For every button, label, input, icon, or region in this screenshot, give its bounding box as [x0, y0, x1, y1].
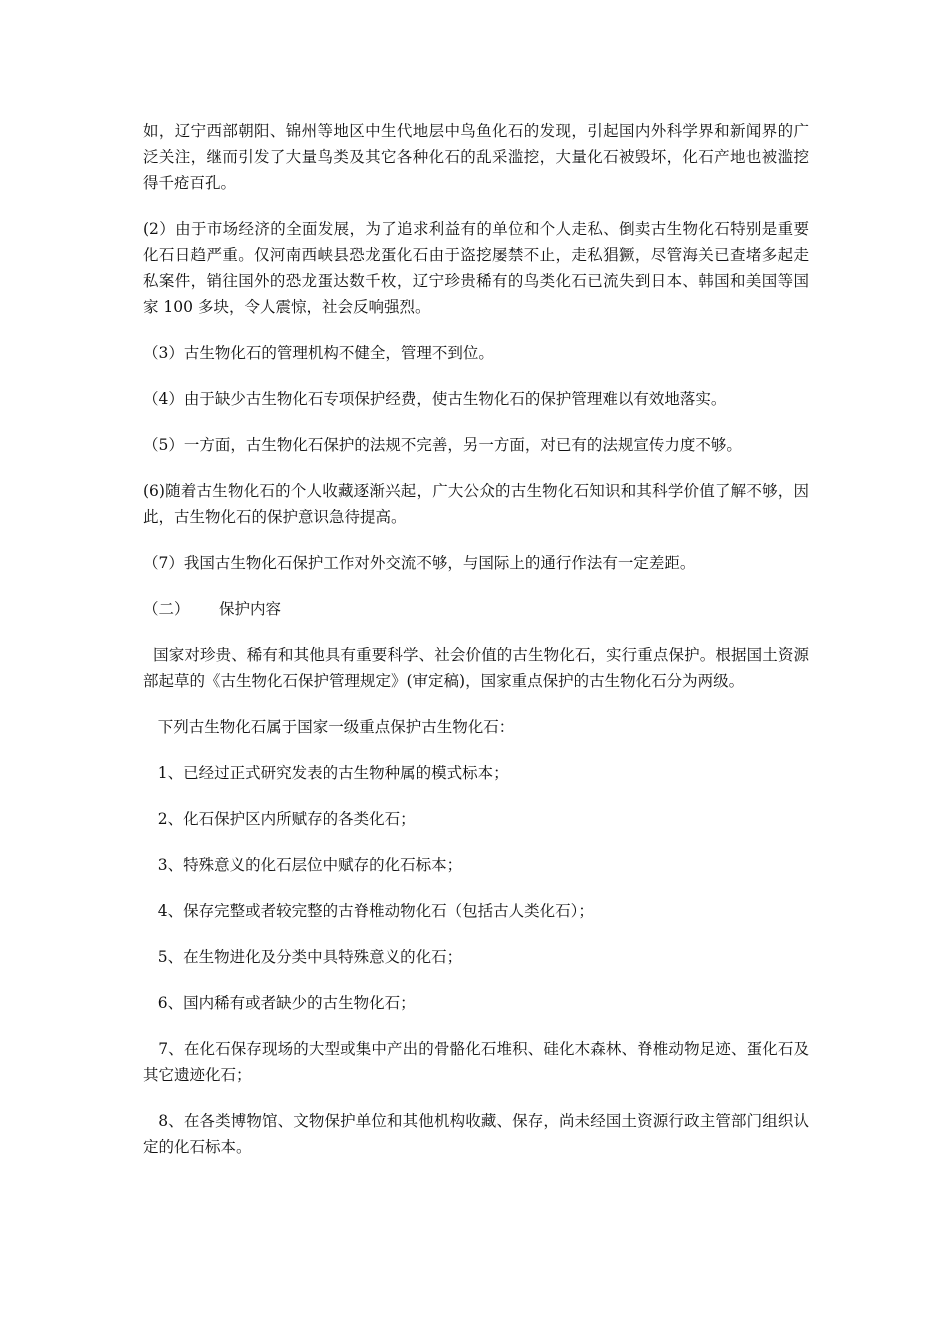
paragraph-item-7: （7）我国古生物化石保护工作对外交流不够，与国际上的通行作法有一定差距。 — [143, 554, 696, 572]
paragraph-protection-levels: 国家对珍贵、稀有和其他具有重要科学、社会价值的古生物化石，实行重点保护。根据国土资源部起草的《古生物化石保护管理规定》(审定稿)，国家重点保护的古生物化石分为两级。 — [143, 646, 809, 690]
list-item-5: 5、在生物进化及分类中具特殊意义的化石； — [143, 948, 463, 966]
list-item-2: 2、化石保护区内所赋存的各类化石； — [143, 810, 416, 828]
list-item-8: 8、在各类博物馆、文物保护单位和其他机构收藏、保存，尚未经国土资源行政主管部门组织认定的化石标本。 — [143, 1112, 809, 1156]
paragraph-intro: 如，辽宁西部朝阳、锦州等地区中生代地层中鸟鱼化石的发现，引起国内外科学界和新闻界的广泛关注，继而引发了大量鸟类及其它各种化石的乱采滥挖，大量化石被毁坏，化石产地也被滥挖得千疮百孔。 — [143, 122, 809, 192]
list-item-1: 1、已经过正式研究发表的古生物种属的模式标本； — [143, 764, 509, 782]
list-item-7: 7、在化石保存现场的大型或集中产出的骨骼化石堆积、硅化木森林、脊椎动物足迹、蛋化石及其它遗迹化石； — [143, 1040, 809, 1084]
document-page — [143, 118, 809, 1180]
paragraph-item-5: （5）一方面，古生物化石保护的法规不完善，另一方面，对已有的法规宣传力度不够。 — [143, 436, 742, 454]
paragraph-item-4: （4）由于缺少古生物化石专项保护经费，使古生物化石的保护管理难以有效地落实。 — [143, 390, 727, 408]
list-item-6: 6、国内稀有或者缺少的古生物化石； — [143, 994, 416, 1012]
section-heading: （二） 保护内容 — [143, 600, 282, 618]
paragraph-item-6: (6)随着古生物化石的个人收藏逐渐兴起，广大公众的古生物化石知识和其科学价值了解不够，因此，古生物化石的保护意识急待提高。 — [143, 482, 809, 526]
paragraph-first-level-intro: 下列古生物化石属于国家一级重点保护古生物化石： — [143, 718, 515, 736]
list-item-3: 3、特殊意义的化石层位中赋存的化石标本； — [143, 856, 463, 874]
paragraph-item-3: （3）古生物化石的管理机构不健全，管理不到位。 — [143, 344, 494, 362]
list-item-4: 4、保存完整或者较完整的古脊椎动物化石（包括古人类化石）； — [143, 902, 594, 920]
paragraph-item-2: (2）由于市场经济的全面发展，为了追求利益有的单位和个人走私、倒卖古生物化石特别是重要化石日趋严重。仅河南西峡县恐龙蛋化石由于盗挖屡禁不止，走私猖獗，尽管海关已查堵多起走私案件，销往国外的恐龙蛋达数千枚，辽宁珍贵稀有的鸟类化石已流失到日本、韩国和美国等国家 100 多块，令人震惊，社会反响强烈。 — [143, 220, 809, 316]
